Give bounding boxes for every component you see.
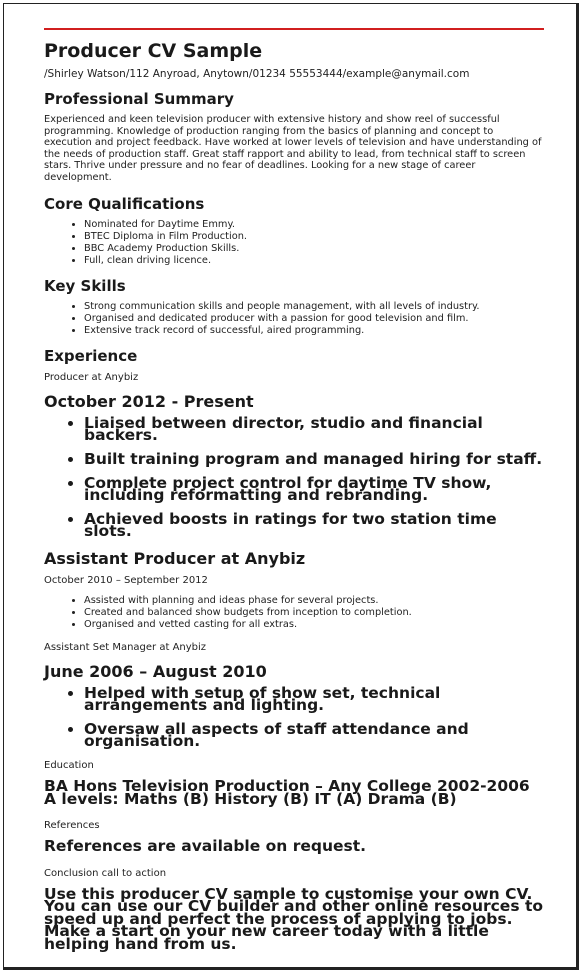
references-label: References: [44, 820, 100, 831]
experience-heading: Experience: [44, 347, 138, 365]
list-item: • Extensive track record of successful, aired programming.: [84, 325, 544, 337]
list-item: • Organised and dedicated producer with a passion for good television and film.: [84, 313, 544, 325]
job-duties-list: [44, 595, 544, 631]
list-item: • Oversaw all aspects of staff attendance and organisation.: [84, 723, 544, 747]
contact-line: /Shirley Watson/112 Anyroad, Anytown/01234 55553444/example@anymail.com: [44, 68, 470, 80]
list-item: • Organised and vetted casting for all extras.: [84, 619, 544, 631]
job-duties-list: [44, 684, 544, 750]
cv-title: Producer CV Sample: [44, 40, 263, 62]
job-duties-list: [44, 414, 544, 540]
list-item: • Nominated for Daytime Emmy.: [84, 219, 544, 231]
list-item: • Strong communication skills and people management, with all levels of industry.: [84, 301, 544, 313]
list-item: • Full, clean driving licence.: [84, 255, 544, 267]
list-item: • Achieved boosts in ratings for two station time slots.: [84, 513, 544, 537]
job-dates: June 2006 – August 2010: [44, 662, 267, 681]
list-item: • BTEC Diploma in Film Production.: [84, 231, 544, 243]
education-text: BA Hons Television Production – Any College 2002-2006 A levels: Maths (B) History (B) IT (A) Drama (B): [44, 777, 530, 808]
education-label: Education: [44, 760, 94, 771]
skills-list: [44, 301, 544, 337]
summary-heading: Professional Summary: [44, 90, 234, 108]
job-dates: October 2010 – September 2012: [44, 575, 208, 586]
skills-heading: Key Skills: [44, 277, 126, 295]
list-item: • BBC Academy Production Skills.: [84, 243, 544, 255]
list-item: • Liaised between director, studio and financial backers.: [84, 417, 544, 441]
list-item: • Created and balanced show budgets from inception to completion.: [84, 607, 544, 619]
job-role: Producer at Anybiz: [44, 372, 139, 383]
list-item: • Assisted with planning and ideas phase for several projects.: [84, 595, 544, 607]
job-role: Assistant Set Manager at Anybiz: [44, 642, 207, 653]
qualifications-heading: Core Qualifications: [44, 195, 205, 213]
conclusion-text: Use this producer CV sample to customise your own CV. You can use our CV builder and other online resources to speed up and perfect the process of applying to jobs. Make a start on your new career today with a little helping hand from us.: [44, 884, 543, 953]
conclusion-label: Conclusion call to action: [44, 867, 167, 879]
list-item: • Built training program and managed hiring for staff.: [84, 453, 544, 465]
accent-rule: [44, 28, 544, 30]
job-role: Assistant Producer at Anybiz: [44, 549, 306, 568]
cv-document: [44, 34, 544, 964]
list-item: • Helped with setup of show set, technical arrangements and lighting.: [84, 687, 544, 711]
references-text: References are available on request.: [44, 837, 367, 855]
job-dates: October 2012 - Present: [44, 392, 254, 411]
summary-text: Experienced and keen television producer with extensive history and show reel of successful programming. Knowledge of production ranging from the basics of planning and concept to execution and project feedback. Have worked at lower levels of television and have understanding of the needs of production staff. Great staff rapport and ability to lead, from technical staff to screen stars. Thrive under pressure and no fear of deadlines. Looking for a new stage of career development.: [44, 114, 542, 183]
list-item: • Complete project control for daytime TV show, including reformatting and rebranding.: [84, 477, 544, 501]
qualifications-list: [44, 219, 544, 267]
